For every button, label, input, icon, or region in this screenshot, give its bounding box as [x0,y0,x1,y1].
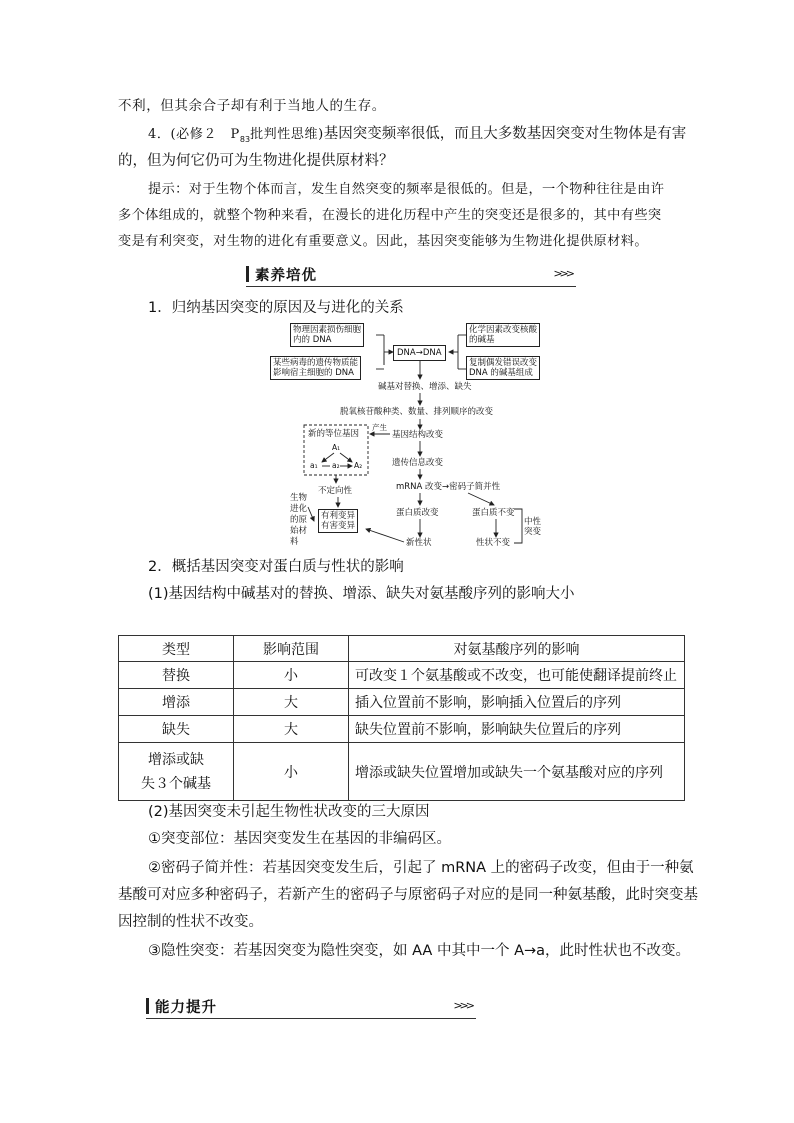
box-line: 的碱基 [469,335,495,345]
table-cell: 大 [234,716,349,743]
allele-a-left: a₁ [310,461,318,470]
page-subscript: 83 [239,134,251,144]
label-line: 生物 [290,493,308,503]
question-source-tag: 批判性思维) [250,127,324,142]
reason-3: ③隐性突变：若基因突变为隐性突变，如 AA 中其中一个 A→a，此时性状也不改变。 [148,943,691,959]
variation-box [318,509,358,533]
question-4-line1 [148,124,686,150]
new-allele-label: 新的等位基因 [308,429,360,439]
cell-line: 增添或缺 [148,751,204,768]
table-cell: 替换 [119,662,234,689]
box-line: 有利变异 [321,511,356,521]
box-line: 复制偶发错误改变 [469,358,538,368]
section-marker [246,266,249,282]
table-cell: 小 [234,662,349,689]
item-2-title: 2．概括基因突变对蛋白质与性状的影响 [148,559,404,575]
neutral-mutation-label [524,517,541,537]
item-2-subtitle-1: (1)基因结构中碱基对的替换、增添、缺失对氨基酸序列的影响大小 [148,586,575,602]
box-line: 内的 DNA [293,335,332,345]
box-line: 影响宿主细胞的 DNA [273,368,354,378]
step-gene-structure: 基因结构改变 [392,430,444,440]
table-cell: 增添 [119,689,234,716]
box-line: 物理因素损伤细胞 [293,325,362,335]
section-title: 素养培优 [255,268,317,284]
reason-1: ①突变部位：基因突变发生在基因的非编码区。 [148,831,451,847]
text-line: 不利，但其余合子却有利于当地人的生存。 [118,98,386,114]
amino-acid-effect-table [118,635,685,801]
table-row [119,716,685,743]
item-1-title: 1．归纳基因突变的原因及与进化的关系 [148,300,404,316]
step-genetic-info: 遗传信息改变 [392,458,444,468]
label-line: 进化 [290,504,308,514]
section-header-suyang [246,264,576,287]
section-title: 能力提升 [155,1000,217,1016]
reason-2-line1: ②密码子简并性：若基因突变发生后，引起了 mRNA 上的密码子改变，但由于一种氨 [148,860,694,876]
table-cell: 可改变１个氨基酸或不改变，也可能使翻译提前终止 [349,662,685,689]
label-line: 中性 [524,517,542,527]
protein-change-label: 蛋白质改变 [396,508,439,518]
mutation-flow-diagram [266,321,556,553]
box-line: DNA 的碱基组成 [469,368,533,378]
section-header-nengli [146,996,476,1019]
cell-line: 失３个碱基 [141,775,211,792]
produce-label: 产生 [372,423,387,432]
chevron-right-icon: >>> [453,999,472,1012]
reason-2-line2: 基酸可对应多种密码子，若新产生的密码子与原密码子对应的是同一种氨基酸，此时突变基 [118,887,698,903]
allele-a1: A₁ [332,443,341,452]
box-line: 有害变异 [321,521,356,531]
allele-a2: A₂ [354,461,363,470]
table-cell: 大 [234,689,349,716]
table-header: 对氨基酸序列的影响 [349,636,685,662]
replication-error-box [466,356,540,380]
table-cell: 插入位置前不影响，影响插入位置后的序列 [349,689,685,716]
table-cell: 缺失 [119,716,234,743]
box-line: 某些病毒的遗传物质能 [273,358,359,368]
chemical-factor-box [466,323,540,347]
virus-factor-box [270,356,361,380]
item-2-subtitle-2: (2)基因突变未引起生物性状改变的三大原因 [148,804,430,820]
mrna-change-label: mRNA 改变→密码子简并性 [396,482,501,492]
hint-line-3: 变是有利突变，对生物的进化有重要意义。因此，基因突变能够为生物进化提供原材料。 [118,234,648,249]
label-line: 料 [290,537,299,547]
dna-center-box: DNA→DNA [393,345,446,361]
label-line: 的原 [290,515,308,525]
chevron-right-icon: >>> [553,267,572,280]
table-row [119,743,685,801]
box-line: 化学因素改变核酸 [469,325,538,335]
table-cell: 小 [234,743,349,801]
question-4-line2: 的，但为何它仍可为生物进化提供原材料？ [118,153,394,169]
undirected-label: 不定向性 [318,486,353,496]
step-base-change: 碱基对替换、增添、缺失 [378,382,472,392]
physical-factor-box [290,323,364,347]
trait-same-label: 性状不变 [476,538,511,548]
label-line: 突变 [524,527,542,537]
table-header-row [119,636,685,662]
step-nucleotide-change: 脱氧核苷酸种类、数量、排列顺序的改变 [340,407,494,417]
table-cell: 缺失位置前不影响，影响缺失位置后的序列 [349,716,685,743]
reason-2-line3: 因控制的性状不改变。 [118,914,263,930]
table-cell: 增添或缺失位置增加或缺失一个氨基酸对应的序列 [349,743,685,801]
hint-line-1: 提示：对于生物个体而言，发生自然突变的频率是很低的。但是，一个物种往往是由许 [148,182,665,197]
protein-same-label: 蛋白质不变 [472,508,515,518]
question-4-text: 基因突变频率很低，而且大多数基因突变对生物体是有害 [323,126,687,142]
table-header: 类型 [119,636,234,662]
new-trait-label: 新性状 [406,538,432,548]
question-source: 4．(必修２ P [148,127,240,142]
label-line: 始材 [290,526,308,536]
allele-a-mid: a₂ [332,461,340,470]
table-cell [119,743,234,801]
section-marker [146,998,149,1014]
table-row [119,662,685,689]
evolution-material-label [290,493,307,548]
table-row [119,689,685,716]
hint-line-2: 多个体组成的，就整个物种来看，在漫长的进化历程中产生的突变还是很多的，其中有些突 [118,208,662,223]
table-header: 影响范围 [234,636,349,662]
